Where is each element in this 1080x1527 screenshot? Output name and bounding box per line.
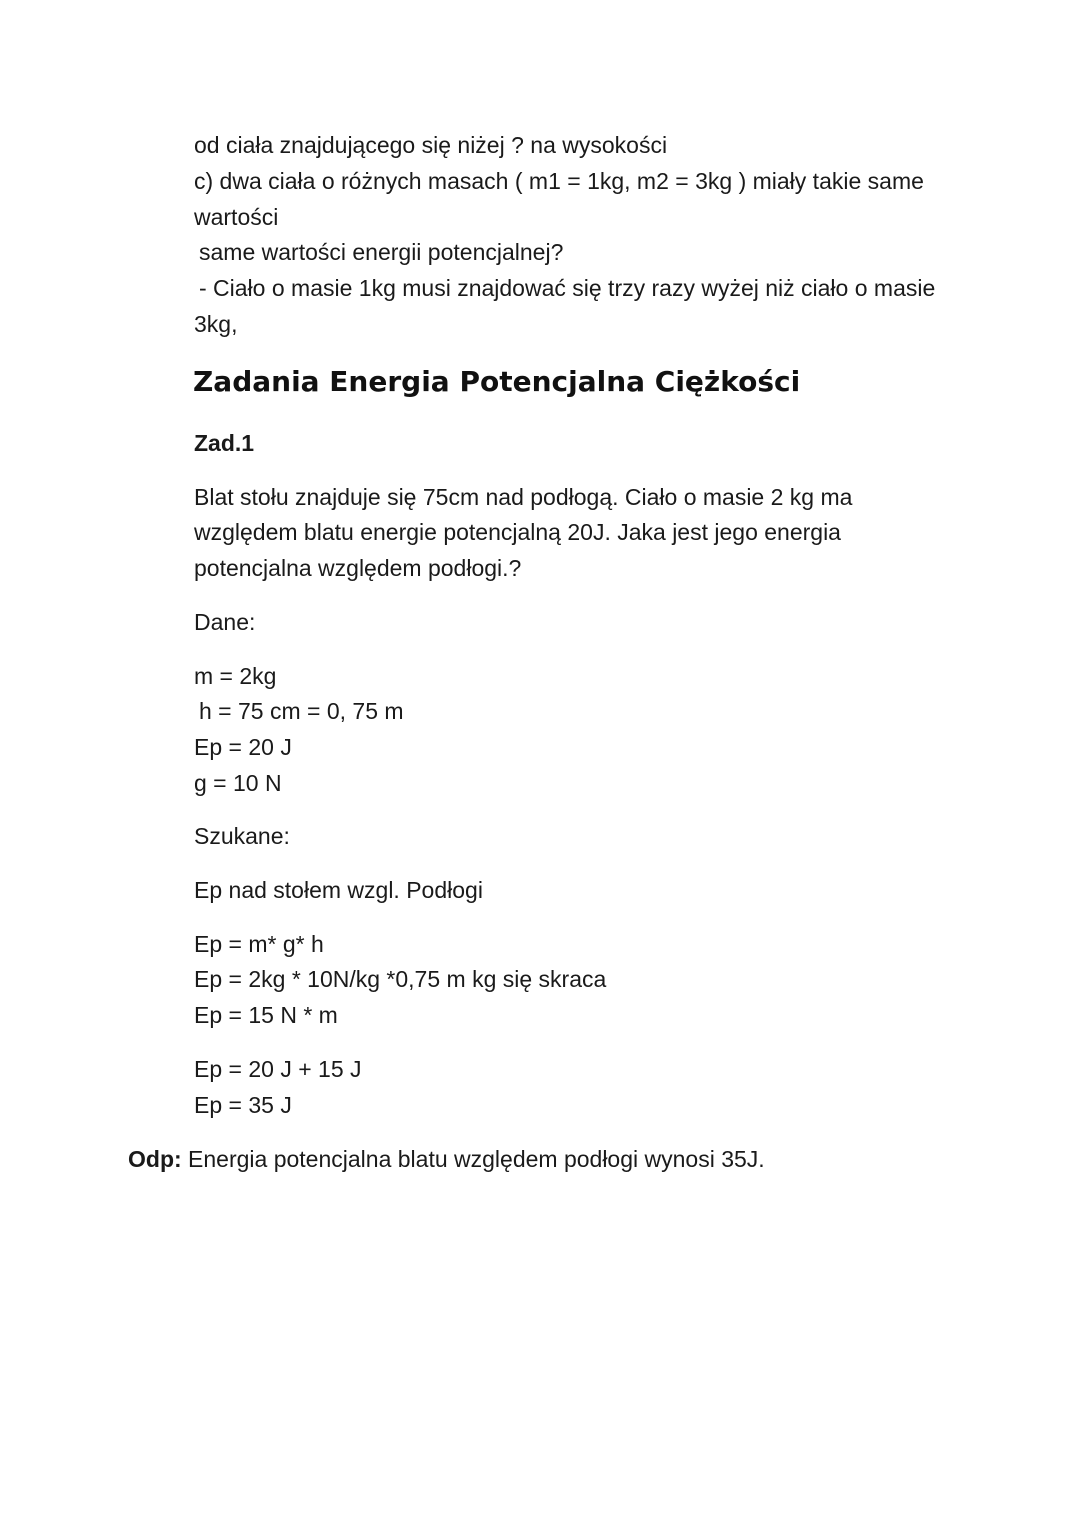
task-title: Zad.1 xyxy=(194,430,255,456)
calc-formula: Ep = m* g* h xyxy=(194,931,324,957)
section-heading: Zadania Energia Potencjalna Ciężkości xyxy=(193,365,801,398)
sought-value: Ep nad stołem wzgl. Podłogi xyxy=(194,877,483,903)
given-height: h = 75 cm = 0, 75 m xyxy=(199,698,404,724)
sought-label: Szukane: xyxy=(194,823,290,849)
answer-label: Odp: xyxy=(128,1146,182,1172)
problem-line-1: Blat stołu znajduje się 75cm nad podłogą. Ciało o masie 2 kg ma xyxy=(194,484,853,510)
problem-line-3: potencjalna względem podłogi.? xyxy=(194,555,522,581)
intro-line-5: - Ciało o masie 1kg musi znajdować się trzy razy wyżej niż ciało o masie xyxy=(199,275,936,301)
calc-substitution: Ep = 2kg * 10N/kg *0,75 m kg się skraca xyxy=(194,966,607,992)
intro-line-4: same wartości energii potencjalnej? xyxy=(199,239,564,265)
problem-line-2: względem blatu energie potencjalną 20J. Jaka jest jego energia xyxy=(194,519,841,545)
given-gravity: g = 10 N xyxy=(194,770,282,796)
intro-line-2: c) dwa ciała o różnych masach ( m1 = 1kg, m2 = 3kg ) miały takie same xyxy=(194,168,924,194)
given-label: Dane: xyxy=(194,609,256,635)
given-energy: Ep = 20 J xyxy=(194,734,292,760)
given-mass: m = 2kg xyxy=(194,663,277,689)
intro-line-3: wartości xyxy=(194,204,279,230)
intro-line-6: 3kg, xyxy=(194,311,238,337)
answer-text: Energia potencjalna blatu względem podłogi wynosi 35J. xyxy=(181,1146,765,1172)
answer xyxy=(128,1144,765,1174)
intro-line-1: od ciała znajdującego się niżej ? na wysokości xyxy=(194,132,668,158)
calc-total: Ep = 35 J xyxy=(194,1092,292,1118)
calc-result: Ep = 15 N * m xyxy=(194,1002,338,1028)
calc-sum: Ep = 20 J + 15 J xyxy=(194,1056,362,1082)
